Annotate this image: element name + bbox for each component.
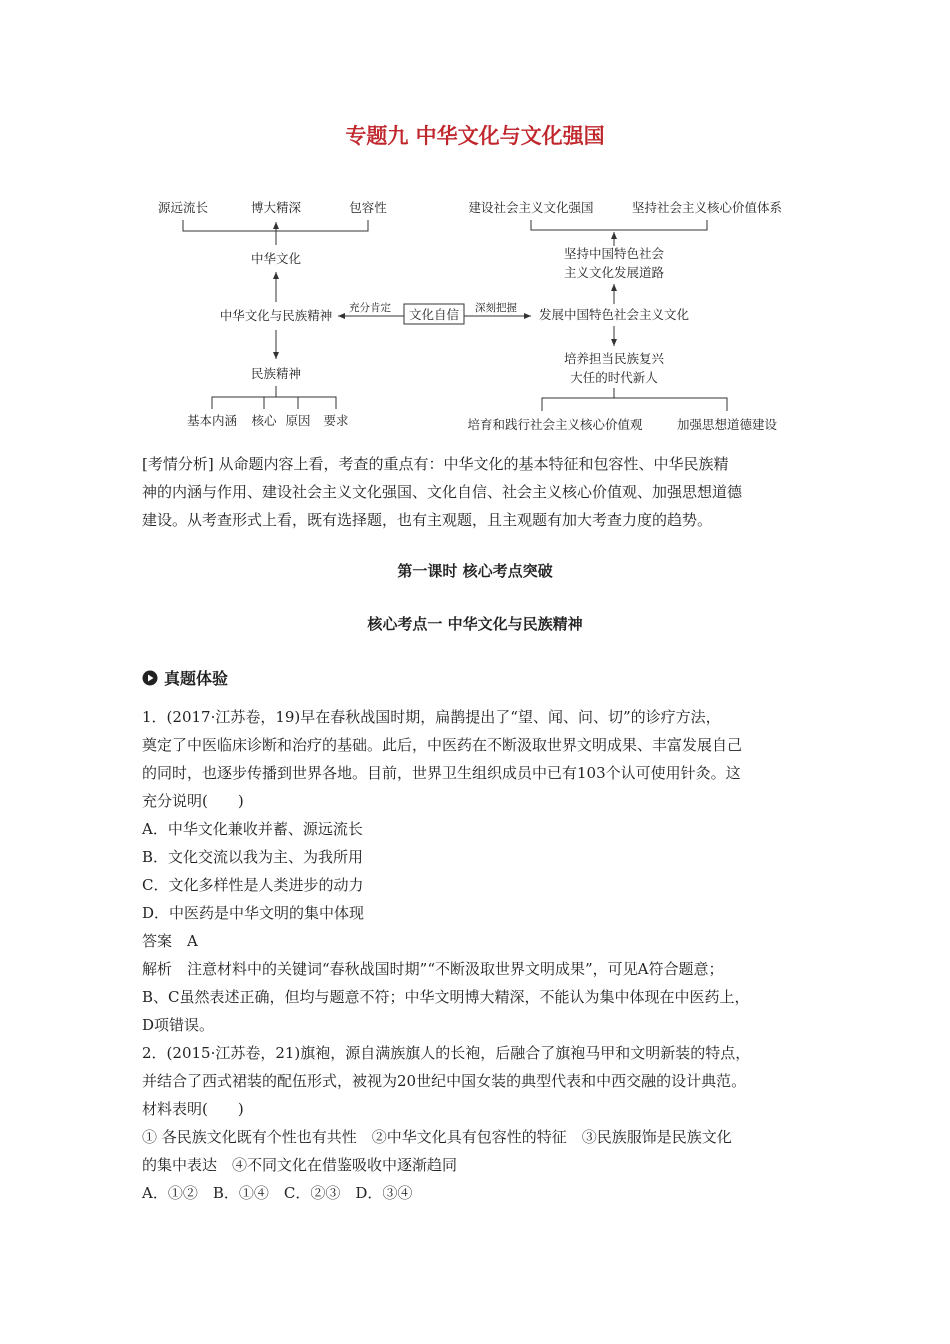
diagram-right-top-1: 建设社会主义文化强国 <box>468 200 594 215</box>
question-2-line: 材料表明( ) <box>142 1100 244 1118</box>
question-1-line: 1．(2017·江苏卷，19)早在春秋战国时期，扁鹊提出了“望、闻、问、切”的诊疗方法， <box>142 708 721 726</box>
diagram-left-bottom-4: 要求 <box>323 413 349 428</box>
question-2-line: 的集中表达 ④不同文化在借鉴吸收中逐渐趋同 <box>142 1156 458 1174</box>
question-1-line: 充分说明( ) <box>142 792 244 810</box>
diagram-right-bottom-bracket <box>542 398 727 411</box>
analysis-line: 神的内涵与作用、建设社会主义文化强国、文化自信、社会主义核心价值观、加强思想道德 <box>142 483 743 501</box>
diagram-road-line1: 坚持中国特色社会 <box>563 246 665 261</box>
question-1 <box>142 703 822 1039</box>
page-title: 专题九 中华文化与文化强国 <box>345 124 605 148</box>
diagram-minzu-jingshen: 民族精神 <box>250 366 302 381</box>
question-1-analysis: B、C虽然表述正确，但均与题意不符；中华文明博大精深，不能认为集中体现在中医药上， <box>142 988 750 1006</box>
diagram-newman-line1: 培养担当民族复兴 <box>563 351 665 366</box>
diagram-right-bottom-1: 培育和践行社会主义核心价值观 <box>467 417 643 432</box>
question-1-option-d: D．中医药是中华文明的集中体现 <box>142 904 365 922</box>
question-1-line: 的同时，也逐步传播到世界各地。目前，世界卫生组织成员中已有103个认可使用针灸。这 <box>142 764 741 782</box>
question-2-line: 2．(2015·江苏卷，21)旗袍，源自满族旗人的长袍，后融合了旗袍马甲和文明新装的特点， <box>142 1044 751 1062</box>
diagram-left-top-1: 源远流长 <box>157 200 209 215</box>
exam-analysis <box>142 450 822 534</box>
diagram-left-bottom-bracket <box>212 397 336 409</box>
point-heading: 核心考点一 中华文化与民族精神 <box>367 615 583 633</box>
diagram-left-bottom-2: 核心 <box>251 413 277 428</box>
diagram-left-bottom-3: 原因 <box>285 413 311 428</box>
diagram-left-bottom-1: 基本内涵 <box>186 413 238 428</box>
analysis-line: [考情分析] 从命题内容上看，考查的重点有：中华文化的基本特征和包容性、中华民族精 <box>142 455 729 473</box>
question-2-options: A．①② B．①④ C．②③ D．③④ <box>142 1184 413 1202</box>
play-circle-icon <box>142 670 158 686</box>
diagram-road-line2: 主义文化发展道路 <box>563 265 665 280</box>
diagram-left-center: 中华文化与民族精神 <box>219 308 333 323</box>
diagram-right-center: 发展中国特色社会主义文化 <box>538 307 690 322</box>
diagram-left-top-2: 博大精深 <box>250 200 302 215</box>
question-2 <box>142 1039 822 1207</box>
diagram-right-top-bracket <box>531 220 707 230</box>
diagram-newman-line2: 大任的时代新人 <box>570 370 658 385</box>
diagram-arrow-right-label: 深刻把握 <box>475 302 517 314</box>
analysis-line: 建设。从考查形式上看，既有选择题，也有主观题，且主观题有加大考查力度的趋势。 <box>142 511 713 529</box>
diagram-arrow-left-label: 充分肯定 <box>349 302 391 314</box>
diagram-left-top-3: 包容性 <box>349 200 387 215</box>
question-1-option-b: B．文化交流以我为主、为我所用 <box>142 848 364 866</box>
question-2-line: 并结合了西式裙装的配伍形式，被视为20世纪中国女装的典型代表和中西交融的设计典范。 <box>142 1072 747 1090</box>
question-1-line: 奠定了中医临床诊断和治疗的基础。此后，中医药在不断汲取世界文明成果、丰富发展自己 <box>142 736 743 754</box>
diagram-right-top-2: 坚持社会主义核心价值体系 <box>631 200 783 215</box>
question-2-line: ① 各民族文化既有个性也有共性 ②中华文化具有包容性的特征 ③民族服饰是民族文化 <box>142 1128 732 1146</box>
question-1-answer: 答案 A <box>142 932 198 950</box>
lesson-heading: 第一课时 核心考点突破 <box>397 562 553 580</box>
concept-diagram <box>0 0 950 440</box>
diagram-right-bottom-2: 加强思想道德建设 <box>676 417 778 432</box>
diagram-zhonghua-wenhua: 中华文化 <box>250 251 302 266</box>
question-1-analysis: D项错误。 <box>142 1016 215 1034</box>
section-label <box>142 666 228 689</box>
question-1-analysis: 解析 注意材料中的关键词“春秋战国时期”“不断汲取世界文明成果”，可见A符合题意； <box>142 960 724 978</box>
diagram-center-box-label: 文化自信 <box>408 307 460 322</box>
section-label-text: 真题体验 <box>164 669 229 688</box>
question-1-option-c: C．文化多样性是人类进步的动力 <box>142 876 364 894</box>
question-1-option-a: A．中华文化兼收并蓄、源远流长 <box>142 820 363 838</box>
